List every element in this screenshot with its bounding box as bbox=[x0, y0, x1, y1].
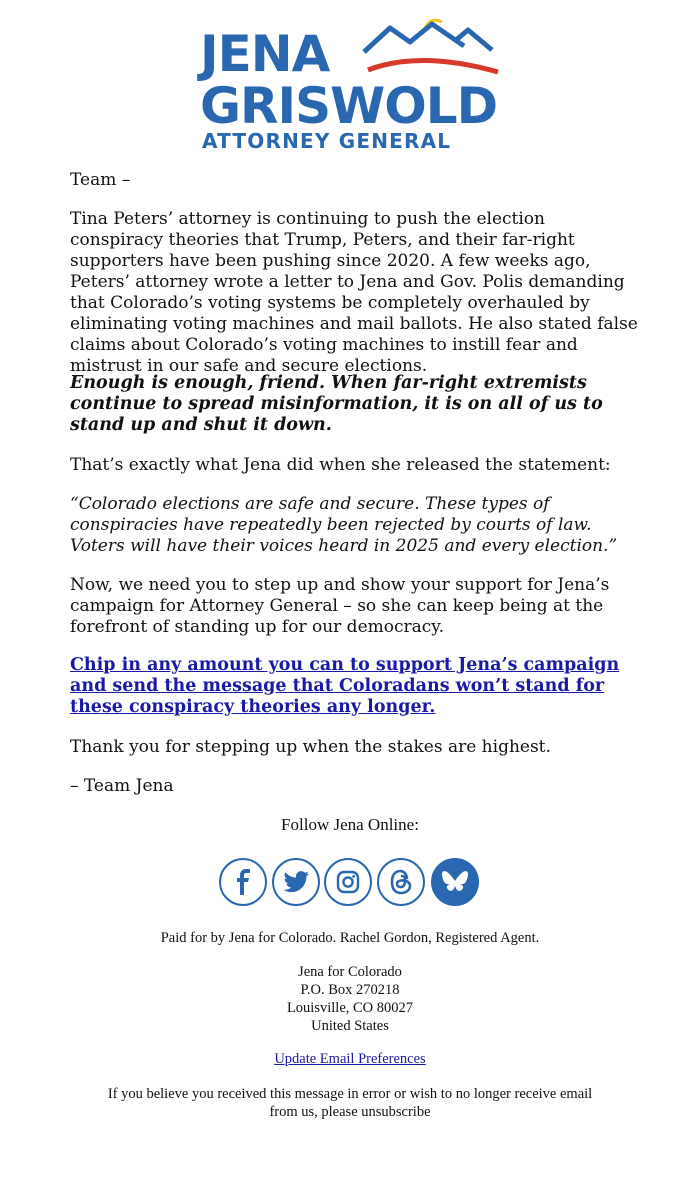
unsubscribe-notice bbox=[0, 1085, 700, 1121]
logo-office: ATTORNEY GENERAL bbox=[202, 129, 452, 153]
paid-for-disclaimer: Paid for by Jena for Colorado. Rachel Gordon, Registered Agent. bbox=[160, 930, 540, 946]
paragraph-ask: Now, we need you to step up and show your support for Jena’s campaign for Attorney General – so she can keep being at the forefront of standing up for our democracy. bbox=[70, 575, 610, 637]
follow-heading: Follow Jena Online: bbox=[281, 815, 419, 834]
paragraph-intro: Tina Peters’ attorney is continuing to push the election conspiracy theories that Trump, Peters, and their far-right supporters have been pushing since 2020. A few weeks ago, Peters’ attorney wrote a letter to Jena and Gov. Polis demanding that Colorado’s voting systems be completely overhauled by eliminating voting machines and mail ballots. He also stated false claims about Colorado’s voting machines to instill fear and mistrust in our safe and secure elections. bbox=[70, 209, 638, 376]
emphasis-paragraph: Enough is enough, friend. When far-right extremists continue to spread misinformation, it is on all of us to stand up and shut it down. bbox=[70, 373, 603, 435]
threads-icon[interactable] bbox=[377, 858, 425, 906]
mountain-logo-icon bbox=[360, 12, 502, 84]
unsubscribe-line-1: If you believe you received this message in error or wish to no longer receive email bbox=[107, 1086, 593, 1102]
donate-link[interactable]: Chip in any amount you can to support Jena’s campaign and send the message that Coloradans won’t stand for these conspiracy theories any longer. bbox=[70, 655, 620, 717]
campaign-logo bbox=[198, 12, 503, 152]
facebook-icon[interactable] bbox=[219, 858, 267, 906]
bluesky-icon[interactable] bbox=[431, 858, 479, 906]
update-preferences-link bbox=[0, 1051, 700, 1068]
thanks-line: Thank you for stepping up when the stakes are highest. bbox=[70, 737, 551, 757]
address-country: United States bbox=[311, 1018, 389, 1034]
address-city: Louisville, CO 80027 bbox=[286, 1000, 414, 1016]
greeting: Team – bbox=[70, 170, 131, 190]
address-org: Jena for Colorado bbox=[298, 964, 402, 980]
twitter-icon[interactable] bbox=[272, 858, 320, 906]
address-po-box: P.O. Box 270218 bbox=[300, 982, 400, 998]
paragraph-statement-intro: That’s exactly what Jena did when she released the statement: bbox=[70, 455, 611, 475]
logo-name-last: GRISWOLD bbox=[200, 77, 498, 135]
mailing-address bbox=[0, 963, 700, 1035]
logo-name-first: JENA bbox=[200, 25, 330, 83]
unsubscribe-line-2[interactable]: from us, please unsubscribe bbox=[269, 1104, 431, 1120]
signoff: – Team Jena bbox=[70, 776, 174, 796]
quote-paragraph: “Colorado elections are safe and secure. These types of conspiracies have repeatedly been rejected by courts of law. Voters will have their voices heard in 2025 and every election.” bbox=[70, 494, 618, 556]
instagram-icon[interactable] bbox=[324, 858, 372, 906]
update-preferences-anchor[interactable]: Update Email Preferences bbox=[274, 1051, 426, 1067]
